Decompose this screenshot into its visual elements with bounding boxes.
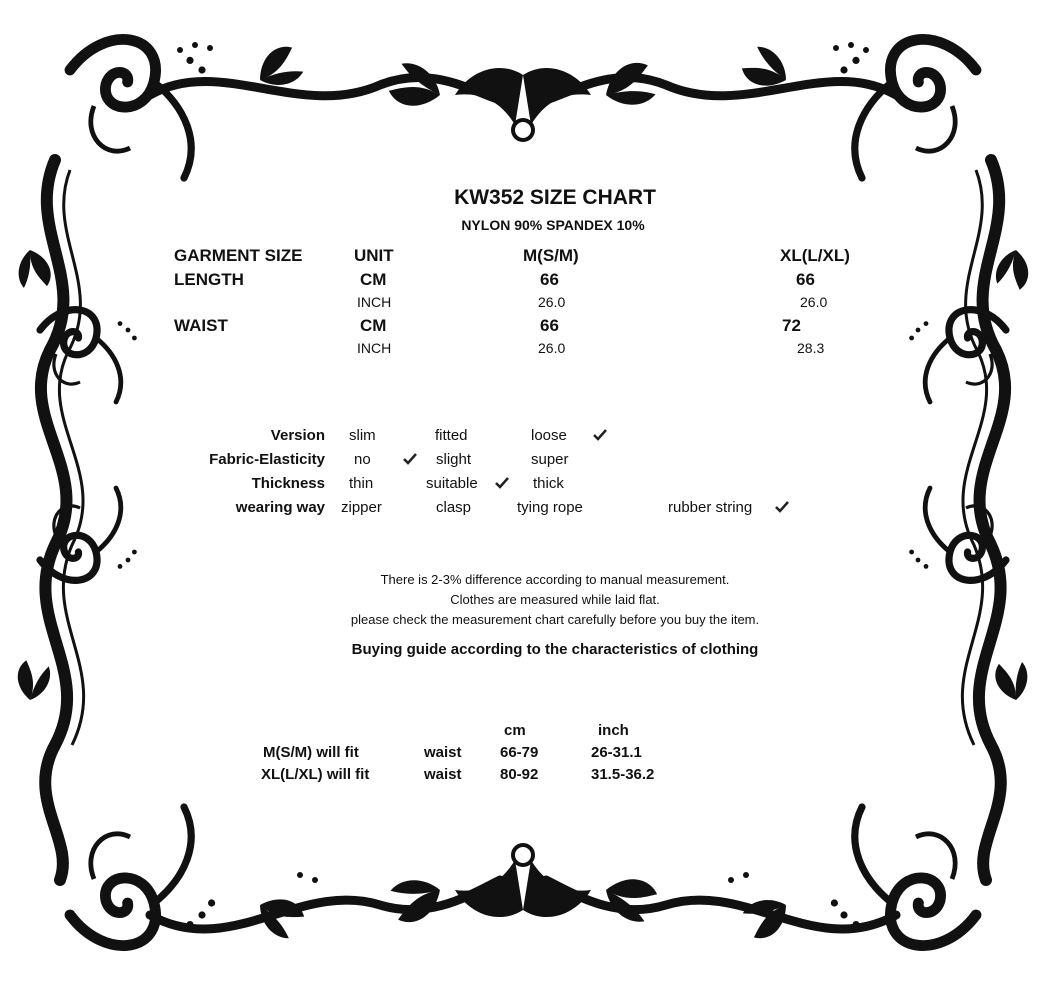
note-check-chart: please check the measurement chart carefully before you buy the item. [350,612,760,627]
version-slim: slim [349,427,376,444]
header-size-xl: XL(L/XL) [780,246,850,265]
guide-cm-xl: 80-92 [500,766,539,783]
guide-fit-m: M(S/M) will fit [263,744,359,761]
thickness-thick: thick [533,475,564,492]
waist-inch-unit: INCH [357,340,392,356]
thickness-suitable: suitable [426,475,478,492]
header-unit: UNIT [354,246,394,265]
waist-inch-xl: 28.3 [797,340,825,356]
label-fabric-elasticity: Fabric-Elasticity [209,451,325,468]
header-garment-size: GARMENT SIZE [174,246,303,265]
note-laid-flat: Clothes are measured while laid flat. [450,592,660,607]
version-fitted: fitted [435,427,468,444]
guide-fit-xl: XL(L/XL) will fit [261,766,370,783]
check-mark-icon [494,476,510,490]
page-title: KW352 SIZE CHART [454,186,656,209]
length-cm-m: 66 [540,270,559,289]
check-mark-icon [402,452,418,466]
guide-header-cm: cm [504,722,526,739]
header-size-m: M(S/M) [523,246,579,265]
label-version: Version [270,427,325,444]
note-measurement-difference: There is 2-3% difference according to manual measurement. [380,572,730,587]
row-label-waist: WAIST [174,316,228,335]
guide-header-inch: inch [598,722,629,739]
waist-inch-m: 26.0 [538,340,566,356]
guide-part-xl: waist [424,766,462,783]
elasticity-slight: slight [436,451,472,468]
guide-part-m: waist [424,744,462,761]
check-mark-icon [592,428,608,442]
length-inch-unit: INCH [357,294,392,310]
wearing-rubber-string: rubber string [668,499,753,516]
wearing-clasp: clasp [436,499,472,516]
wearing-zipper: zipper [341,499,382,516]
guide-cm-m: 66-79 [500,744,539,761]
waist-cm-m: 66 [540,316,559,335]
length-inch-xl: 26.0 [800,294,828,310]
label-wearing-way: wearing way [235,499,325,516]
row-label-length: LENGTH [174,270,244,289]
length-cm-unit: CM [360,270,387,289]
guide-inch-xl: 31.5-36.2 [591,766,655,783]
length-cm-xl: 66 [796,270,815,289]
check-mark-icon [774,500,790,514]
waist-cm-xl: 72 [782,316,801,335]
elasticity-super: super [531,451,569,468]
elasticity-no: no [354,451,371,468]
buying-guide-title: Buying guide according to the characteristics of clothing [351,641,759,658]
waist-cm-unit: CM [360,316,387,335]
label-thickness: Thickness [251,475,325,492]
wearing-tying-rope: tying rope [517,499,583,516]
thickness-thin: thin [349,475,374,492]
material-composition: NYLON 90% SPANDEX 10% [461,217,645,233]
version-loose: loose [531,427,567,444]
guide-inch-m: 26-31.1 [591,744,642,761]
length-inch-m: 26.0 [538,294,566,310]
